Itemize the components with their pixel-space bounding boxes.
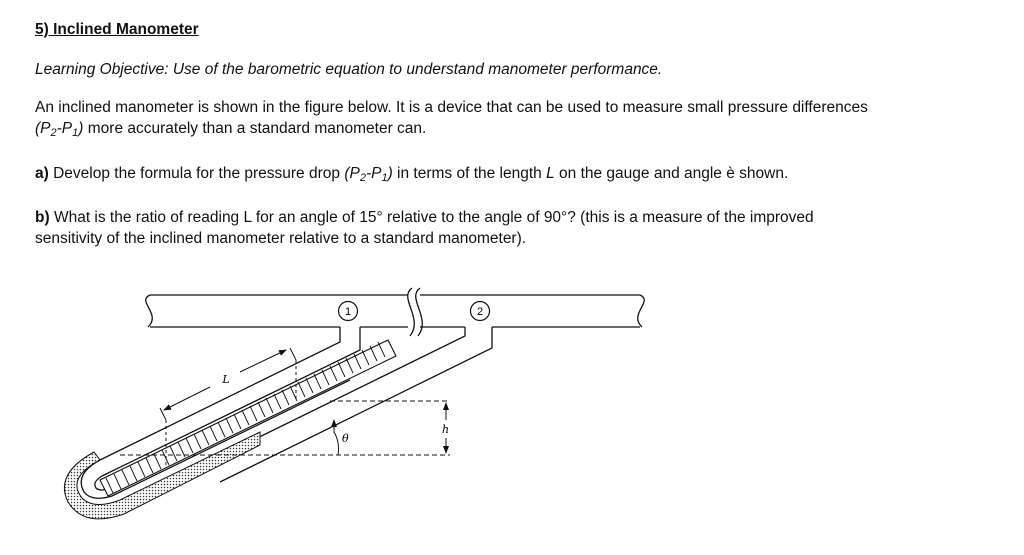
part-b-line-2: sensitivity of the inclined manometer relative to a standard manometer). [35, 230, 527, 247]
part-a-expr-close: ) [387, 165, 393, 182]
main-pipe [146, 288, 645, 336]
manometer-fluid [64, 432, 260, 519]
part-a-text-2: in terms of the length [392, 165, 547, 182]
intro-expr-sub1: 1 [72, 127, 79, 139]
part-a-label: a) [35, 165, 49, 182]
learning-objective: Learning Objective: Use of the barometric equation to understand manometer performance. [35, 61, 663, 78]
part-a-expr-sub1: 1 [381, 172, 388, 184]
part-a-expr-sub2: 2 [359, 172, 366, 184]
part-a-text-3: on the gauge and angle è shown. [554, 165, 789, 182]
section-title: 5) Inclined Manometer [35, 21, 199, 38]
inclined-manometer-figure [40, 270, 680, 535]
intro-expr-dash: -P [56, 120, 73, 137]
intro-line-2 [35, 118, 426, 139]
part-a [35, 163, 788, 184]
height-label: h [442, 423, 450, 436]
tap-marker-2 [471, 302, 490, 321]
intro-expr-p2: P [40, 120, 51, 137]
part-b-label: b) [35, 209, 50, 226]
part-a-var-l: L [546, 165, 555, 182]
tap-label-1: 1 [344, 306, 352, 318]
part-b-line-1 [35, 207, 814, 228]
part-a-text-1: Develop the formula for the pressure drop [48, 165, 345, 182]
intro-expr-close: ) [78, 120, 84, 137]
length-label: L [222, 373, 230, 386]
intro-line-2-rest: more accurately than a standard manometer can. [83, 120, 427, 137]
angle-label: θ [342, 432, 349, 445]
gauge-scale [100, 340, 396, 496]
part-a-expr-mid: -P [365, 165, 382, 182]
intro-expr-open: ( [35, 120, 41, 137]
part-a-expr-open: (P [344, 165, 360, 182]
intro-line-1: An inclined manometer is shown in the figure below. It is a device that can be used to measure small pressure differences [35, 99, 868, 116]
tap-label-2: 2 [476, 306, 484, 318]
intro-expr-sub2: 2 [50, 127, 57, 139]
tap-marker-1 [339, 302, 358, 321]
part-b-text-1: What is the ratio of reading L for an angle of 15° relative to the angle of 90°? (this is a measure of the improved [49, 209, 814, 226]
